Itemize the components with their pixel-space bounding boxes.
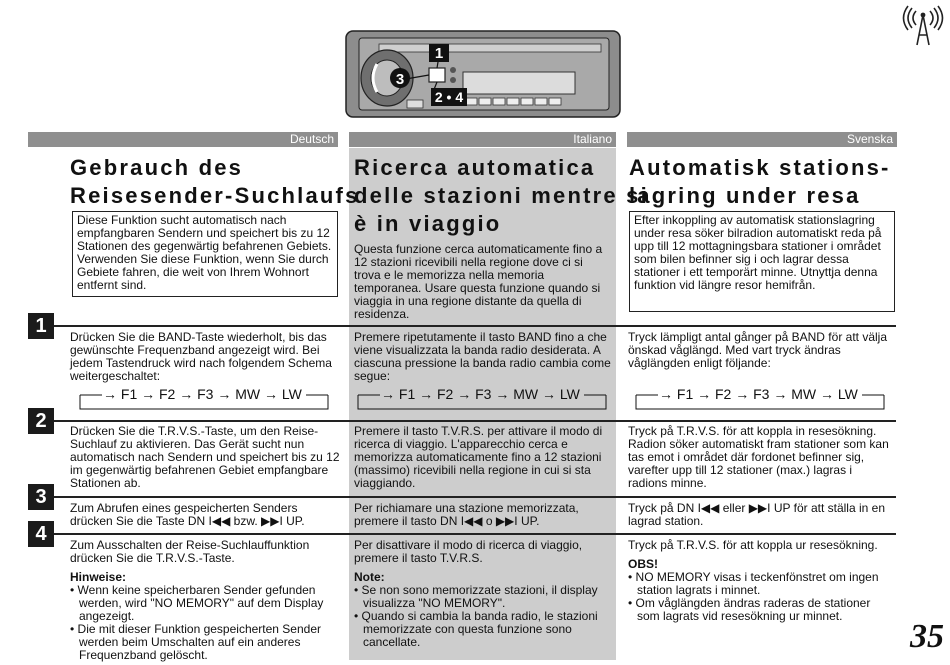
- note2-italiano: • Quando si cambia la banda radio, le stazioni memorizzate con questa funzione sono cancellate.: [354, 609, 598, 649]
- notes-heading-italiano: Note:: [354, 570, 385, 584]
- step3-divider: [54, 496, 896, 498]
- band-flow-text-sv: → F1 → F2 → F3 → MW → LW: [659, 386, 858, 402]
- title-de-line2: Reisesender-Suchlaufs: [70, 183, 360, 208]
- intro-deutsch: Diese Funktion sucht automatisch nach empfangbaren Sendern und speichert bis zu 12 Stationen des gegenwärtig befahrenen Gebiets. Verwenden Sie diese Funktion, wenn Sie durch Gebiete fahren, die weit von Ihrem Wohnort entfernt sind.: [72, 211, 338, 297]
- title-sv-line2: lagring under resa: [629, 183, 861, 208]
- title-it-line2: delle stazioni mentre si: [354, 183, 649, 208]
- title-svenska: [629, 154, 891, 210]
- notes-heading-deutsch: Hinweise:: [70, 570, 127, 584]
- step4-divider: [54, 533, 896, 535]
- intro-svenska: Efter inkoppling av automatisk stationslagring under resa söker bilradion automatiskt reda på upp till 12 mottagningsbara stationer i området som bilen befinner sig i och lagrar dessa stationer i ett temporärt minne. Utnyttja denna funktion vid längre resor hemifrån.: [629, 211, 895, 312]
- title-italiano: [354, 154, 649, 238]
- step4-deutsch: Zum Ausschalten der Reise-Suchlauffunktion drücken Sie die T.R.V.S.-Taste.: [70, 538, 310, 565]
- title-de-line1: Gebrauch des: [70, 155, 244, 180]
- step4-italiano: Per disattivare il modo di ricerca di viaggio, premere il tasto T.V.R.S.: [354, 538, 583, 565]
- step2-svenska: Tryck på T.R.V.S. för att koppla in resesökning. Radion söker automatiskt fram stationer som kan tas emot i området där fordonet befinner sig, varefter upp till 12 stationer (max.) lagras i radions minne.: [628, 424, 889, 490]
- step-badge-1: 1: [28, 313, 54, 339]
- step1-italiano: Premere ripetutamente il tasto BAND fino a che viene visualizzata la banda radio desiderata. A ciascuna pressione la banda radio cambia come segue:: [354, 330, 611, 383]
- band-flow-deutsch: [78, 387, 330, 403]
- step1-deutsch: Drücken Sie die BAND-Taste wiederholt, bis das gewünschte Frequenzband angezeigt wird. Bei jedem Tastendruck wird nach folgendem Schema weitergeschaltet:: [70, 330, 332, 383]
- band-flow-italiano: [356, 387, 608, 403]
- band-flow-text-it: → F1 → F2 → F3 → MW → LW: [381, 386, 580, 402]
- title-sv-line1: Automatisk stations-: [629, 155, 891, 180]
- band-flow-text-de: → F1 → F2 → F3 → MW → LW: [103, 386, 302, 402]
- intro-italiano: Questa funzione cerca automaticamente fino a 12 stazioni ricevibili nella regione dove ci si trova e le memorizza nella memoria temporanea. Usare questa funzione quando si viaggia in una regione distante da quella di residenza.: [354, 242, 603, 321]
- step1-svenska: Tryck lämpligt antal gånger på BAND för att välja önskad våglängd. Med vart tryck ändras våglängden enligt följande:: [628, 330, 888, 370]
- page-number: 35: [910, 618, 944, 655]
- antenna-signal-icon: [898, 5, 948, 47]
- step2-divider: [54, 420, 896, 422]
- title-it-line1: Ricerca automatica: [354, 155, 596, 180]
- title-it-line3: è in viaggio: [354, 211, 502, 236]
- step2-deutsch: Drücken Sie die T.R.V.S.-Taste, um den Reise-Suchlauf zu aktivieren. Das Gerät sucht nun automatisch nach Sendern und speichert bis zu 12 im gegenwärtig befahrenen Gebiet empfangbare Stationen ab.: [70, 424, 340, 490]
- step1-divider: [54, 325, 896, 327]
- car-radio-illustration: [345, 30, 621, 118]
- step-badge-4: 4: [28, 521, 54, 547]
- step-badge-3: 3: [28, 484, 54, 510]
- note1-italiano: • Se non sono memorizzate stazioni, il display visualizza "NO MEMORY".: [354, 583, 598, 610]
- title-deutsch: [70, 154, 360, 210]
- note1-svenska: • NO MEMORY visas i teckenfönstret om ingen station lagrats i minnet.: [628, 570, 879, 597]
- step4-svenska: Tryck på T.R.V.S. för att koppla ur resesökning.: [628, 538, 878, 552]
- step3-svenska: Tryck på DN I◀◀ eller ▶▶I UP för att ställa in en lagrad station.: [628, 501, 885, 528]
- step4-deutsch-block: [70, 539, 340, 662]
- device-callout-1: 1: [434, 45, 444, 62]
- lang-header-svenska: Svenska: [627, 132, 897, 147]
- step4-italiano-block: [354, 539, 614, 649]
- step2-italiano: Premere il tasto T.V.R.S. per attivare il modo di ricerca di viaggio. L'apparecchio cerca e memorizza automaticamente fino a 12 stazioni (massimo) ricevibili nella regione in cui si sta viaggiando.: [354, 424, 603, 490]
- device-callout-3: 3: [395, 71, 405, 88]
- step4-svenska-block: [628, 539, 894, 623]
- band-flow-svenska: [634, 387, 886, 403]
- note2-svenska: • Om våglängden ändras raderas de stationer som lagrats vid resesökning ur minnet.: [628, 596, 871, 623]
- step3-deutsch: Zum Abrufen eines gespeicherten Senders drücken Sie die Taste DN I◀◀ bzw. ▶▶I UP.: [70, 501, 305, 528]
- note2-deutsch: • Die mit dieser Funktion gespeicherten Sender werden beim Umschalten auf ein anderes Frequenzband gelöscht.: [70, 622, 321, 662]
- device-callout-2-4: 2 • 4: [434, 89, 464, 105]
- lang-header-deutsch: Deutsch: [28, 132, 338, 147]
- notes-heading-svenska: OBS!: [628, 557, 658, 571]
- lang-header-italiano: Italiano: [349, 132, 616, 147]
- step3-italiano: Per richiamare una stazione memorizzata, premere il tasto DN I◀◀ o ▶▶I UP.: [354, 501, 579, 528]
- note1-deutsch: • Wenn keine speicherbaren Sender gefunden werden, wird "NO MEMORY" auf dem Display angezeigt.: [70, 583, 324, 623]
- step-badge-2: 2: [28, 408, 54, 434]
